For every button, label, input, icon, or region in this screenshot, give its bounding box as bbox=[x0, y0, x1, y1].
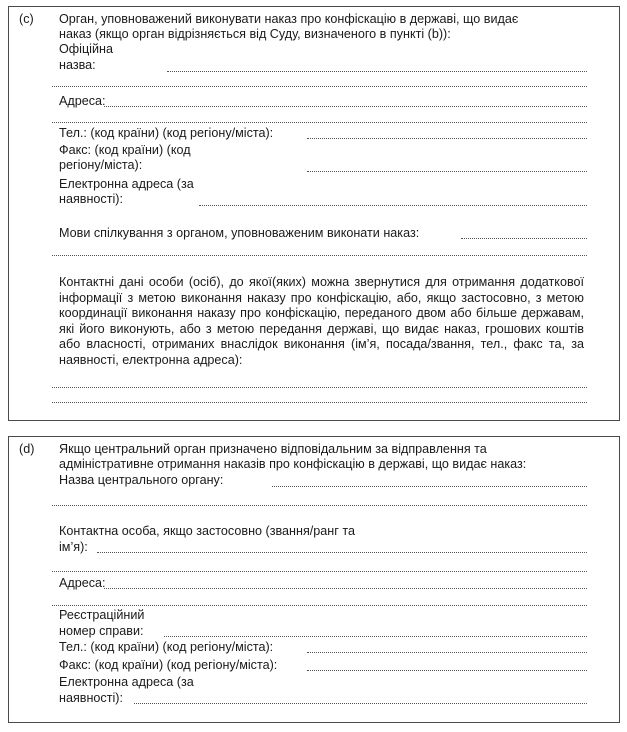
d-tel-field[interactable] bbox=[307, 652, 587, 653]
official-name-field[interactable] bbox=[167, 71, 587, 72]
section-d-intro-line1: Якщо центральний орган призначено відповідальним за відправлення та bbox=[59, 442, 487, 456]
languages-field-2[interactable] bbox=[52, 255, 587, 256]
d-address-field[interactable] bbox=[104, 588, 587, 589]
official-name-label: Офіційна bbox=[59, 42, 113, 56]
d-email-label: Електронна адреса (за bbox=[59, 675, 194, 689]
central-name-field[interactable] bbox=[272, 486, 587, 487]
c-address-field-2[interactable] bbox=[52, 122, 587, 123]
languages-label: Мови спілкування з органом, уповноваженим виконати наказ: bbox=[59, 226, 420, 240]
d-address-field-2[interactable] bbox=[52, 605, 587, 606]
section-c-intro-line2: наказ (якщо орган відрізняється від Суду, визначеного в пункті (b)): bbox=[59, 27, 451, 41]
case-number-field[interactable] bbox=[164, 636, 587, 637]
contact-details-paragraph: Контактні дані особи (осіб), до якої(яких) можна звернутися для отримання додаткової інформації з метою виконання наказу про конфіскацію, або, якщо застосовно, з метою координації виконання наказу про конфіскацію, переданого двом або більше державам, які його виконують, або з метою передання державі, що видає наказ, грошових коштів або власності, отриманих внаслідок виконання (ім’я, посада/звання, тел., факс та, за наявності, електронна адреса): bbox=[59, 275, 584, 367]
d-fax-field[interactable] bbox=[307, 670, 587, 671]
c-fax-label-2: регіону/міста): bbox=[59, 158, 143, 172]
c-address-label: Адреса: bbox=[59, 94, 106, 108]
d-email-label-2: наявності): bbox=[59, 691, 123, 705]
languages-field[interactable] bbox=[461, 238, 587, 239]
section-d-box bbox=[8, 436, 620, 723]
d-contact-field-2[interactable] bbox=[52, 571, 587, 572]
c-tel-field[interactable] bbox=[307, 138, 587, 139]
d-contact-label: Контактна особа, якщо застосовно (звання/ранг та bbox=[59, 524, 355, 538]
c-email-label: Електронна адреса (за bbox=[59, 177, 194, 191]
c-fax-label: Факс: (код країни) (код bbox=[59, 143, 191, 157]
contact-details-field-1[interactable] bbox=[52, 387, 587, 388]
section-c-box bbox=[8, 6, 620, 421]
c-fax-field[interactable] bbox=[307, 171, 587, 172]
d-address-label: Адреса: bbox=[59, 576, 106, 590]
section-c-intro-line1: Орган, уповноважений виконувати наказ про конфіскацію в державі, що видає bbox=[59, 12, 519, 26]
section-d-intro-line2: адміністративне отримання наказів про конфіскацію в державі, що видає наказ: bbox=[59, 457, 527, 471]
c-address-field[interactable] bbox=[104, 106, 587, 107]
section-d-label: (d) bbox=[19, 442, 35, 456]
section-c-label: (c) bbox=[19, 12, 34, 26]
d-contact-field[interactable] bbox=[97, 552, 587, 553]
d-fax-label: Факс: (код країни) (код регіону/міста): bbox=[59, 658, 278, 672]
c-email-field[interactable] bbox=[199, 205, 587, 206]
central-name-field-2[interactable] bbox=[52, 505, 587, 506]
official-name-field-2[interactable] bbox=[52, 86, 587, 87]
c-tel-label: Тел.: (код країни) (код регіону/міста): bbox=[59, 126, 274, 140]
contact-details-field-2[interactable] bbox=[52, 402, 587, 403]
central-name-label: Назва центрального органу: bbox=[59, 473, 224, 487]
d-tel-label: Тел.: (код країни) (код регіону/міста): bbox=[59, 640, 274, 654]
d-contact-label-2: ім’я): bbox=[59, 540, 88, 554]
case-number-label-2: номер справи: bbox=[59, 624, 144, 638]
case-number-label: Реєстраційний bbox=[59, 608, 145, 622]
official-name-label-2: назва: bbox=[59, 58, 96, 72]
d-email-field[interactable] bbox=[134, 703, 587, 704]
c-email-label-2: наявності): bbox=[59, 192, 123, 206]
